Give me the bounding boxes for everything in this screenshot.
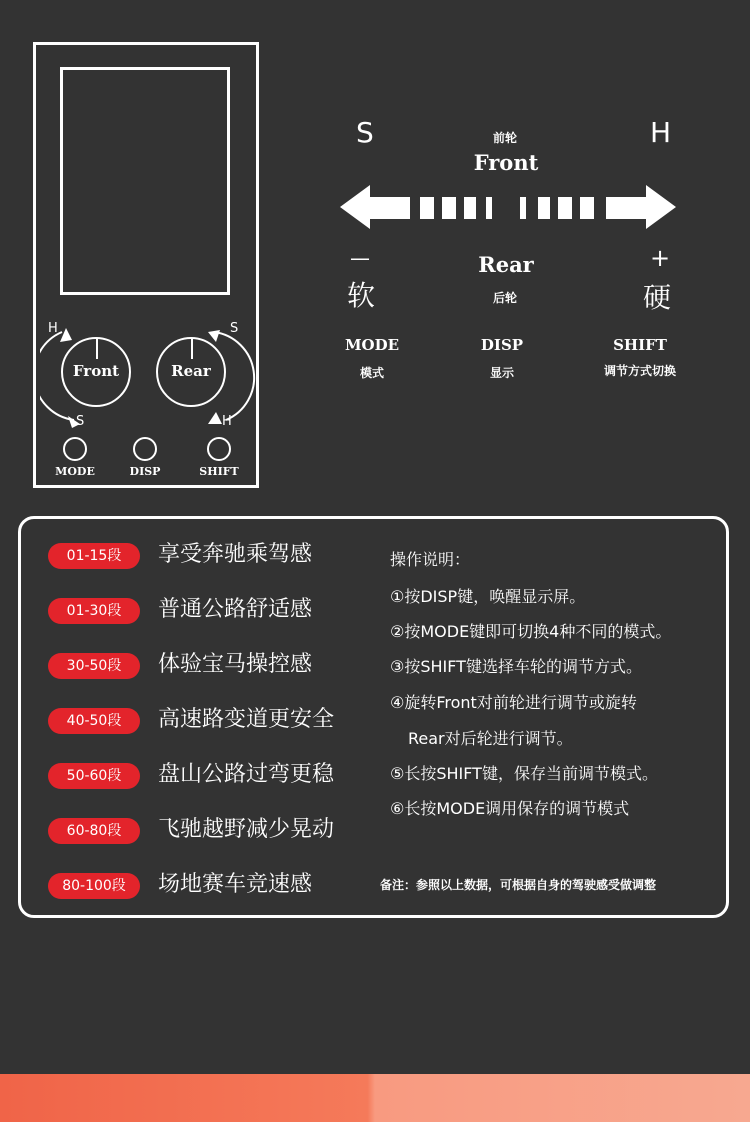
instruction-step: Rear对后轮进行调节。 bbox=[408, 729, 573, 748]
disp-button-label: DISP bbox=[129, 465, 161, 478]
display-screen bbox=[60, 67, 230, 295]
instructions-title: 操作说明： bbox=[390, 550, 471, 569]
level-badge: 30-50段 bbox=[48, 653, 140, 679]
hard-cn-label: 硬 bbox=[643, 281, 672, 314]
soft-cn-label: 软 bbox=[347, 279, 376, 312]
level-description: 体验宝马操控感 bbox=[158, 652, 313, 677]
instruction-step: ⑥长按MODE调用保存的调节模式 bbox=[390, 799, 630, 818]
legend-mode-cn: 模式 bbox=[359, 366, 384, 380]
legend-shift-label: SHIFT bbox=[613, 336, 667, 354]
hard-letter: H bbox=[650, 116, 672, 149]
front-knob-indicator bbox=[96, 339, 98, 359]
front-knob[interactable] bbox=[61, 337, 131, 407]
legend-mode-label: MODE bbox=[344, 336, 400, 354]
front-cn-label: 前轮 bbox=[492, 131, 517, 145]
mode-button-label: MODE bbox=[55, 465, 95, 478]
level-description: 普通公路舒适感 bbox=[158, 597, 313, 622]
level-badge: 01-30段 bbox=[48, 598, 140, 624]
mode-button[interactable] bbox=[63, 437, 87, 461]
rear-knob-bottom-letter: H bbox=[222, 414, 232, 429]
note-text: 备注：参照以上数据，可根据自身的驾驶感受做调整 bbox=[380, 878, 657, 892]
legend-disp-label: DISP bbox=[480, 336, 524, 354]
instruction-step: ④旋转Front对前轮进行调节或旋转 bbox=[390, 693, 637, 712]
level-badge: 40-50段 bbox=[48, 708, 140, 734]
instruction-step: ②按MODE键即可切换4种不同的模式。 bbox=[390, 622, 672, 641]
level-description: 享受奔驰乘驾感 bbox=[158, 542, 313, 567]
front-en-label: Front bbox=[473, 150, 539, 175]
rear-knob-top-letter: S bbox=[230, 321, 239, 336]
plus-sign: + bbox=[650, 244, 671, 272]
front-knob-bottom-letter: S bbox=[76, 414, 85, 429]
legend-disp-cn: 显示 bbox=[489, 366, 514, 380]
level-description: 高速路变道更安全 bbox=[158, 707, 335, 732]
rear-knob-indicator bbox=[191, 339, 193, 359]
legend-shift-cn: 调节方式切换 bbox=[603, 364, 676, 378]
shift-button[interactable] bbox=[207, 437, 231, 461]
bottom-bar bbox=[0, 1074, 750, 1122]
level-description: 飞驰越野减少晃动 bbox=[158, 817, 335, 842]
soft-letter: S bbox=[356, 116, 374, 149]
level-badge: 60-80段 bbox=[48, 818, 140, 844]
level-badge: 50-60段 bbox=[48, 763, 140, 789]
rear-knob-label: Rear bbox=[171, 362, 211, 380]
rear-knob[interactable] bbox=[156, 337, 226, 407]
minus-sign: — bbox=[350, 246, 370, 270]
disp-button[interactable] bbox=[133, 437, 157, 461]
front-knob-label: Front bbox=[72, 362, 120, 380]
instruction-step: ①按DISP键，唤醒显示屏。 bbox=[390, 587, 586, 606]
level-badge: 01-15段 bbox=[48, 543, 140, 569]
soft-hard-arrow-icon bbox=[340, 183, 680, 233]
level-badge: 80-100段 bbox=[48, 873, 140, 899]
shift-button-label: SHIFT bbox=[199, 465, 239, 478]
instruction-step: ③按SHIFT键选择车轮的调节方式。 bbox=[390, 657, 642, 676]
rear-cn-label: 后轮 bbox=[492, 291, 517, 305]
level-description: 盘山公路过弯更稳 bbox=[158, 762, 335, 787]
level-description: 场地赛车竞速感 bbox=[158, 872, 313, 897]
rear-en-label: Rear bbox=[478, 252, 534, 277]
instruction-step: ⑤长按SHIFT键，保存当前调节模式。 bbox=[390, 764, 658, 783]
front-knob-top-letter: H bbox=[48, 321, 58, 336]
